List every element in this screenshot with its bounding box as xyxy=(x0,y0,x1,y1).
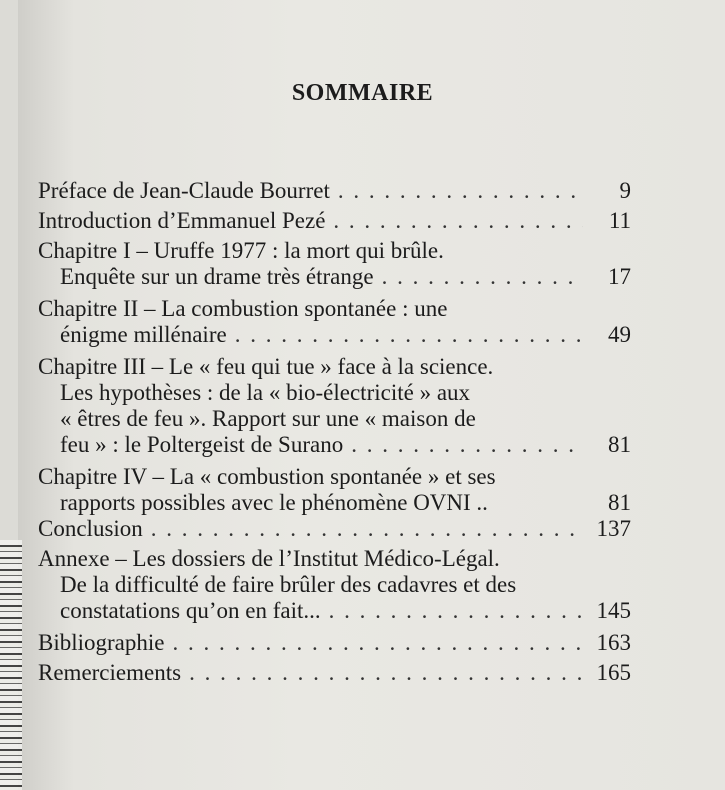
entry-title-line: Annexe – Les dossiers de l’Institut Médico-Légal. xyxy=(38,546,500,571)
dot-leader xyxy=(151,516,583,542)
entry-title-line: rapports possibles avec le phénomène OVNI .. xyxy=(60,490,488,515)
entry-title: Introduction d’Emmanuel Pezé xyxy=(38,208,326,233)
entry-title-line: Les hypothèses : de la « bio-électricité » aux xyxy=(60,380,471,405)
page-number: 165 xyxy=(596,660,631,685)
page-number: 163 xyxy=(596,630,631,655)
entry-title: Bibliographie xyxy=(38,630,165,655)
adjacent-page-edge xyxy=(0,540,22,790)
toc-entry-remerciements xyxy=(38,660,631,690)
page-number: 17 xyxy=(608,264,631,289)
toc-entry-introduction xyxy=(38,208,631,238)
toc-entry-preface xyxy=(38,178,631,208)
toc-entry-conclusion xyxy=(38,516,631,546)
entry-title: Préface de Jean-Claude Bourret xyxy=(38,178,330,203)
entry-title-line: Enquête sur un drame très étrange xyxy=(60,264,374,289)
dot-leader xyxy=(172,630,583,656)
page-number: 9 xyxy=(619,178,631,203)
table-of-contents xyxy=(38,178,631,690)
entry-title-line: feu » : le Poltergeist de Surano xyxy=(60,432,344,457)
entry-title-line: Chapitre III – Le « feu qui tue » face à la science. xyxy=(38,354,494,379)
entry-title: Remerciements xyxy=(38,660,182,685)
entry-title-line: énigme millénaire xyxy=(60,322,227,347)
toc-entry-chapter-3 xyxy=(38,354,631,458)
toc-entry-chapter-2 xyxy=(38,296,631,348)
toc-entry-chapter-1 xyxy=(38,238,631,290)
page-number: 11 xyxy=(608,208,631,233)
page-number: 81 xyxy=(608,490,631,515)
entry-title-line: De la difficulté de faire brûler des cadavres et des xyxy=(60,572,517,597)
dot-leader xyxy=(333,208,583,234)
dot-leader xyxy=(338,178,583,204)
dot-leader xyxy=(382,264,583,290)
toc-heading: SOMMAIRE xyxy=(291,80,434,106)
toc-entry-chapter-4 xyxy=(38,464,631,516)
dot-leader xyxy=(189,660,583,686)
entry-title-line: constatations qu’on en fait... xyxy=(60,598,321,623)
entry-title: Conclusion xyxy=(38,516,143,541)
entry-title-line: Chapitre IV – La « combustion spontanée » et ses xyxy=(38,464,496,489)
toc-entry-annexe xyxy=(38,546,631,624)
dot-leader xyxy=(329,598,583,624)
entry-title-line: « êtres de feu ». Rapport sur une « maison de xyxy=(60,406,476,431)
page-number: 137 xyxy=(596,516,631,541)
dot-leader xyxy=(351,432,583,458)
entry-title-line: Chapitre II – La combustion spontanée : une xyxy=(38,296,448,321)
page-number: 49 xyxy=(608,322,631,347)
page-number: 145 xyxy=(596,598,631,623)
page-number: 81 xyxy=(608,432,631,457)
dot-leader xyxy=(235,322,583,348)
entry-title-line: Chapitre I – Uruffe 1977 : la mort qui brûle. xyxy=(38,238,444,263)
toc-entry-bibliographie xyxy=(38,630,631,660)
